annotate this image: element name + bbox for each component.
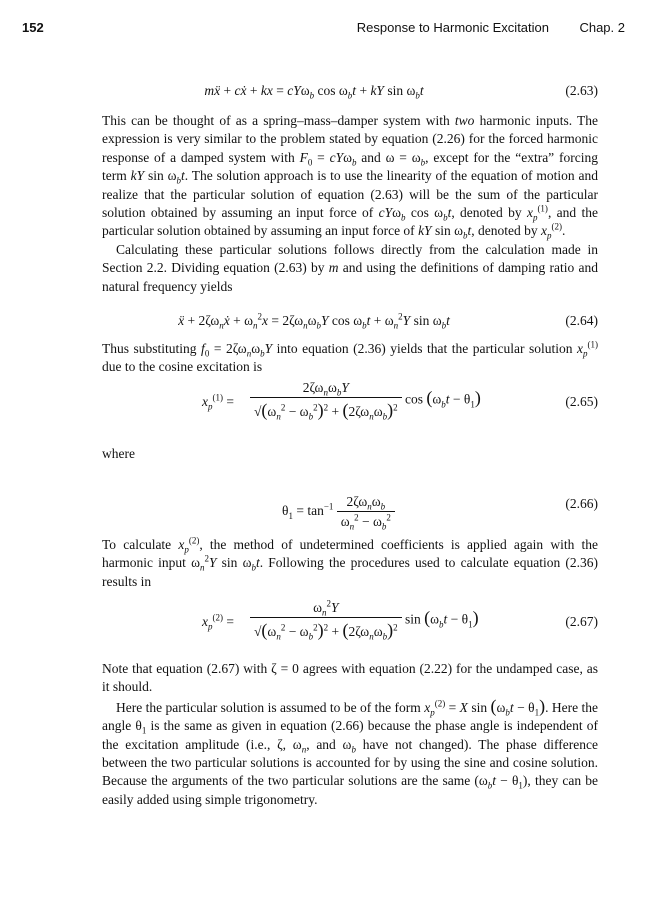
equation-number: (2.64) — [565, 313, 598, 328]
equation-number: (2.65) — [565, 394, 598, 409]
equation-2-65: $x_p^{(1)}$ = $\frac{2\zeta\omega_n\omega_bY}{√(\omega_n^2 - \omega_b^2)^2 + (2\zeta\omega_n\omega_b)^2}$ $\cos (\omega_bt - \theta_1)$ (2.65) — [202, 380, 598, 422]
chapter-label: Chap. 2 — [579, 20, 625, 35]
equation-2-67: $x_p^{(2)}$ = $\frac{\omega_n^2Y}{√(\omega_n^2 - \omega_b^2)^2 + (2\zeta\omega_n\omega_b)^2}$ $\sin (\omega_bt - \theta_1)$ (2.67) — [202, 598, 598, 642]
page-header — [22, 20, 625, 40]
paragraph-1: This can be thought of as a spring–mass–damper system with two harmonic inputs. The expression is very similar to the problem stated by equation (2.26) for the forced harmonic response of a damped system with $F_0 = cY\omega_b$ and $\omega = \omega_b$, except for the “extra” forcing term kY $\sin \omega_bt$. The solution approach is to use the linearity of the equation of motion and realize that the particular solution of equation (2.63) will be the sum of the particular solution obtained by assuming an input force of cYω$_b$ $\cos \omega_bt$, denoted by $x_p^{(1)}$, and the particular solution obtained by assuming an input force of kY $\sin \omega_bt$, denoted by $x_p^{(2)}$. Calculating these particular solutions follows directly from the calculation made in Section 2.2. Dividing equation (2.63) by m and using the definitions of damping ratio and natural frequency yields — [102, 113, 599, 294]
running-title: Response to Harmonic Excitation — [356, 20, 549, 35]
paragraph-3: To calculate $x_p^{(2)}$, the method of undetermined coefficients is applied again with the harmonic input $\omega_n^2Y$ $\sin \omega_bt$. Following the procedures used to calculate equation (2.36) results in — [102, 535, 598, 589]
equation-number: (2.67) — [565, 614, 598, 629]
paragraph-2: Thus substituting $f_0 = 2\zeta\omega_n\omega_bY$ into equation (2.36) yields that the particular solution $x_p^{(1)}$ due to the cosine excitation is — [102, 339, 599, 375]
paragraph-4: Note that equation (2.67) with ζ = 0 agrees with equation (2.22) for the undamped case, as it should. Here the particular solution is assumed to be of the form $x_p^{(2)} = X$ $\sin (\omega_bt - \theta_1)$. Here the angle $\theta_1$ is the same as given in equation (2.66) because the phase angle is independent of the excitation amplitude (i.e., ζ, $\omega_n$, and $\omega_b$ have not changed). The phase difference between the two particular solutions is accounted for by using the sine and cosine solution. Because the arguments of the two particular solutions are the same $(\omega_bt - \theta_1)$, they can be easily added using simple trigonometry. — [102, 661, 599, 807]
equation-number: (2.66) — [565, 496, 598, 511]
where-label: where — [102, 446, 135, 461]
page-number: 152 — [22, 20, 44, 35]
equation-2-64: ẍ + $2\zeta\omega_nẋ + \omega_n^2x = 2\zeta\omega_n\omega_bY$ $\cos \omega_bt + \omega_n^2Y$ $\sin \omega_bt$ (2.64) — [178, 311, 598, 331]
equation-2-63: mẍ + cẋ + kx = cYω$_b$ $\cos \omega_bt$ + kY $\sin \omega_bt$ (2.63) — [204, 83, 598, 101]
equation-number: (2.63) — [565, 83, 598, 98]
equation-2-66: $\theta_1 = \tan^{-1}$ $\frac{2\zeta\omega_n\omega_b}{\omega_n^2 - \omega_b^2}$ (2.66) — [282, 494, 598, 532]
